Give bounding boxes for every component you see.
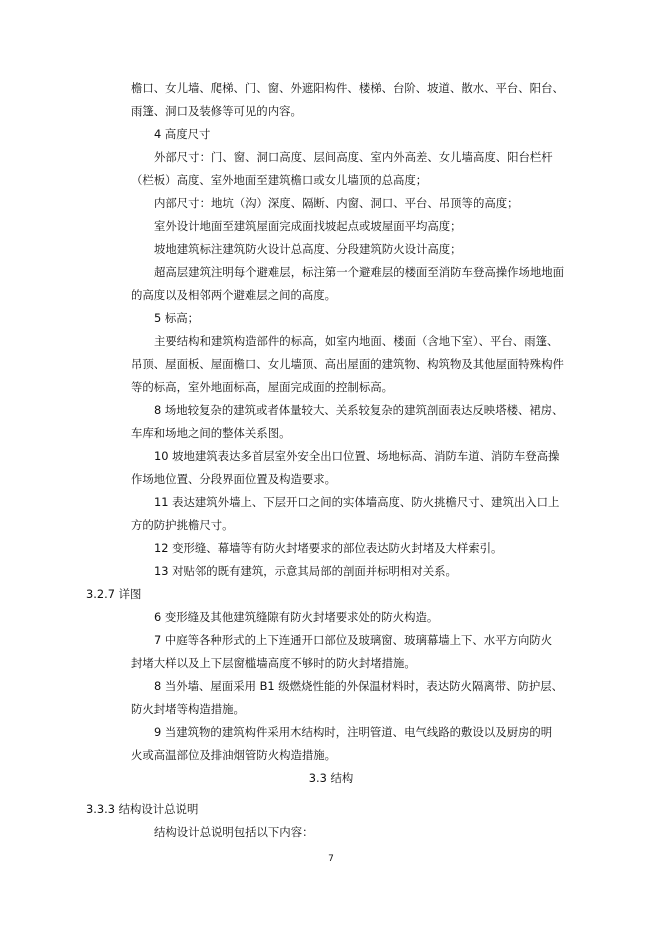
text-line: 雨篷、洞口及装修等可见的内容。 <box>131 104 302 118</box>
text-line: 檐口、女儿墙、爬梯、门、窗、外遮阳构件、楼梯、台阶、坡道、散水、平台、阳台、 <box>131 81 564 95</box>
text-line: 主要结构和建筑构造部件的标高，如室内地面、楼面（含地下室）、平台、雨篷、 <box>154 334 559 348</box>
text-line: 8 场地较复杂的建筑或者体量较大、关系较复杂的建筑剖面表达反映塔楼、裙房、 <box>154 403 564 417</box>
text-line: 5 标高； <box>154 311 200 325</box>
text-line: 结构设计总说明包括以下内容： <box>154 825 314 839</box>
text-line: 作场地位置、分段界面位置及构造要求。 <box>131 472 337 486</box>
text-line: 坡地建筑标注建筑防火设计总高度、分段建筑防火设计高度； <box>154 242 462 256</box>
text-line: 室外设计地面至建筑屋面完成面找坡起点或坡屋面平均高度； <box>154 219 462 233</box>
text-line: 方的防护挑檐尺寸。 <box>131 518 234 532</box>
text-line: 内部尺寸：地坑（沟）深度、隔断、内窗、洞口、平台、吊顶等的高度； <box>154 196 519 210</box>
text-line: 6 变形缝及其他建筑缝隙有防火封堵要求处的防火构造。 <box>154 610 439 624</box>
text-line: 防火封堵等构造措施。 <box>131 702 245 716</box>
text-line: 12 变形缝、幕墙等有防火封堵要求的部位表达防火封堵及大样索引。 <box>154 541 503 555</box>
text-line: （栏板）高度、室外地面至建筑檐口或女儿墙顶的总高度； <box>131 173 428 187</box>
text-line: 外部尺寸：门、窗、洞口高度、层间高度、室内外高差、女儿墙高度、阳台栏杆 <box>154 150 553 164</box>
page-number: 7 <box>328 854 334 864</box>
text-line: 封堵大样以及上下层窗槛墙高度不够时的防火封堵措施。 <box>131 656 416 670</box>
text-line: 7 中庭等各种形式的上下连通开口部位及玻璃窗、玻璃幕墙上下、水平方向防火 <box>154 633 553 647</box>
text-line: 10 坡地建筑表达多首层室外安全出口位置、场地标高、消防车道、消防车登高操 <box>154 449 560 463</box>
text-line: 吊顶、屋面板、屋面檐口、女儿墙顶、高出屋面的建筑物、构筑物及其他屋面特殊构件 <box>131 357 564 371</box>
text-line: 8 当外墙、屋面采用 B1 级燃烧性能的外保温材料时，表达防火隔离带、防护层、 <box>154 679 564 693</box>
section-title: 3.3 结构 <box>308 771 354 785</box>
text-line: 4 高度尺寸 <box>154 127 211 141</box>
text-line: 车库和场地之间的整体关系图。 <box>131 426 291 440</box>
text-line: 等的标高，室外地面标高，屋面完成面的控制标高。 <box>131 380 393 394</box>
text-line: 超高层建筑注明每个避难层，标注第一个避难层的楼面至消防车登高操作场地地面 <box>154 265 565 279</box>
section-heading: 3.2.7 详图 <box>86 587 142 601</box>
text-line: 9 当建筑物的建筑构件采用木结构时，注明管道、电气线路的敷设以及厨房的明 <box>154 725 553 739</box>
section-heading: 3.3.3 结构设计总说明 <box>86 802 199 816</box>
text-line: 火或高温部位及排油烟管防火构造措施。 <box>131 748 337 762</box>
text-line: 11 表达建筑外墙上、下层开口之间的实体墙高度、防火挑檐尺寸、建筑出入口上 <box>154 495 560 509</box>
text-line: 13 对贴邻的既有建筑，示意其局部的剖面并标明相对关系。 <box>154 564 457 578</box>
text-line: 的高度以及相邻两个避难层之间的高度。 <box>131 288 337 302</box>
